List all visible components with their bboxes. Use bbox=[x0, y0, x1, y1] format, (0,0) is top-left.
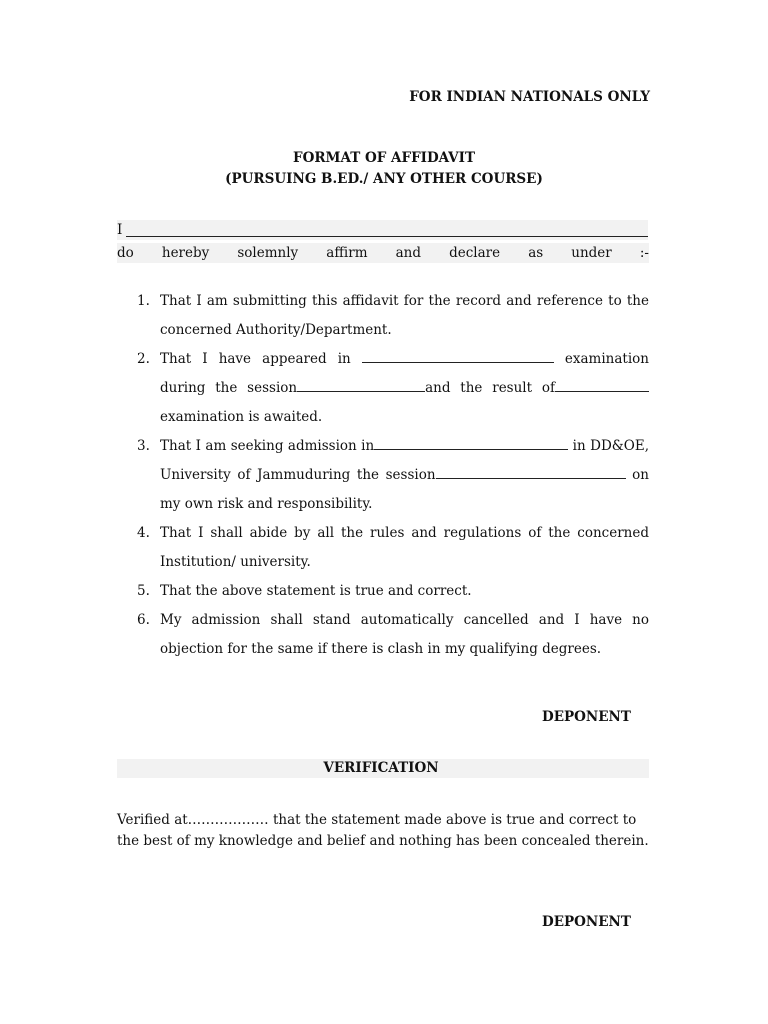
item-text: That the above statement is true and correct. bbox=[160, 583, 472, 599]
course-blank bbox=[374, 437, 568, 450]
page-title: FORMAT OF AFFIDAVIT bbox=[292, 150, 476, 166]
declare-word: :- bbox=[639, 245, 649, 261]
item-text-part: on my own risk and responsibility. bbox=[160, 467, 649, 512]
declare-word: declare bbox=[449, 245, 501, 261]
item-text-part: examination is awaited. bbox=[160, 409, 323, 425]
item-number: 5. bbox=[137, 583, 150, 599]
item-number: 4. bbox=[137, 525, 150, 541]
item-text-part: in DD&OE, University of Jammuduring the session bbox=[160, 438, 650, 483]
list-item bbox=[117, 345, 649, 432]
result-blank bbox=[555, 379, 649, 392]
page-subtitle: (PURSUING B.ED./ ANY OTHER COURSE) bbox=[225, 171, 543, 187]
item-text-part: and the result of bbox=[425, 380, 555, 396]
item-text: That I am submitting this affidavit for the record and reference to the concerned Authority/Department. bbox=[160, 293, 649, 338]
item-text bbox=[160, 432, 649, 519]
item-text-part: That I am seeking admission in bbox=[160, 438, 375, 454]
declare-word: affirm bbox=[326, 245, 368, 261]
affirmation-list bbox=[117, 287, 649, 664]
item-text-part: That I have appeared in bbox=[160, 351, 351, 367]
item-number: 2. bbox=[137, 351, 150, 367]
deponent-label-bottom: DEPONENT bbox=[542, 914, 631, 930]
list-item bbox=[117, 432, 649, 519]
item-number: 6. bbox=[137, 612, 150, 628]
list-item bbox=[117, 577, 649, 606]
list-item bbox=[117, 287, 649, 345]
name-line bbox=[117, 220, 648, 240]
declare-word: and bbox=[395, 245, 421, 261]
declare-word: as bbox=[528, 245, 544, 261]
exam-blank bbox=[362, 350, 554, 363]
verification-text: Verified at……………… that the statement made above is true and correct to the best of my knowledge and belief and nothing has been concealed therein. bbox=[117, 812, 649, 849]
verification-title: VERIFICATION bbox=[323, 760, 439, 776]
list-item bbox=[117, 519, 649, 577]
declare-word: do bbox=[117, 245, 134, 261]
session-blank bbox=[436, 466, 626, 479]
session-blank bbox=[297, 379, 425, 392]
declare-word: hereby bbox=[161, 245, 210, 261]
item-text-part: examination during the session bbox=[160, 351, 649, 396]
item-text bbox=[160, 345, 649, 432]
item-text: My admission shall stand automatically cancelled and I have no objection for the same if there is clash in my qualifying degrees. bbox=[160, 612, 649, 657]
declaration-line bbox=[117, 243, 649, 263]
declare-word: solemnly bbox=[237, 245, 299, 261]
deponent-label: DEPONENT bbox=[542, 709, 631, 725]
item-text: That I shall abide by all the rules and regulations of the concerned Institution/ university. bbox=[160, 525, 649, 570]
declare-word: under bbox=[571, 245, 612, 261]
name-blank bbox=[126, 236, 648, 237]
list-item bbox=[117, 606, 649, 664]
name-prefix: I bbox=[117, 222, 123, 238]
nationals-heading: FOR INDIAN NATIONALS ONLY bbox=[409, 89, 650, 105]
item-number: 1. bbox=[137, 293, 150, 309]
item-number: 3. bbox=[137, 438, 150, 454]
